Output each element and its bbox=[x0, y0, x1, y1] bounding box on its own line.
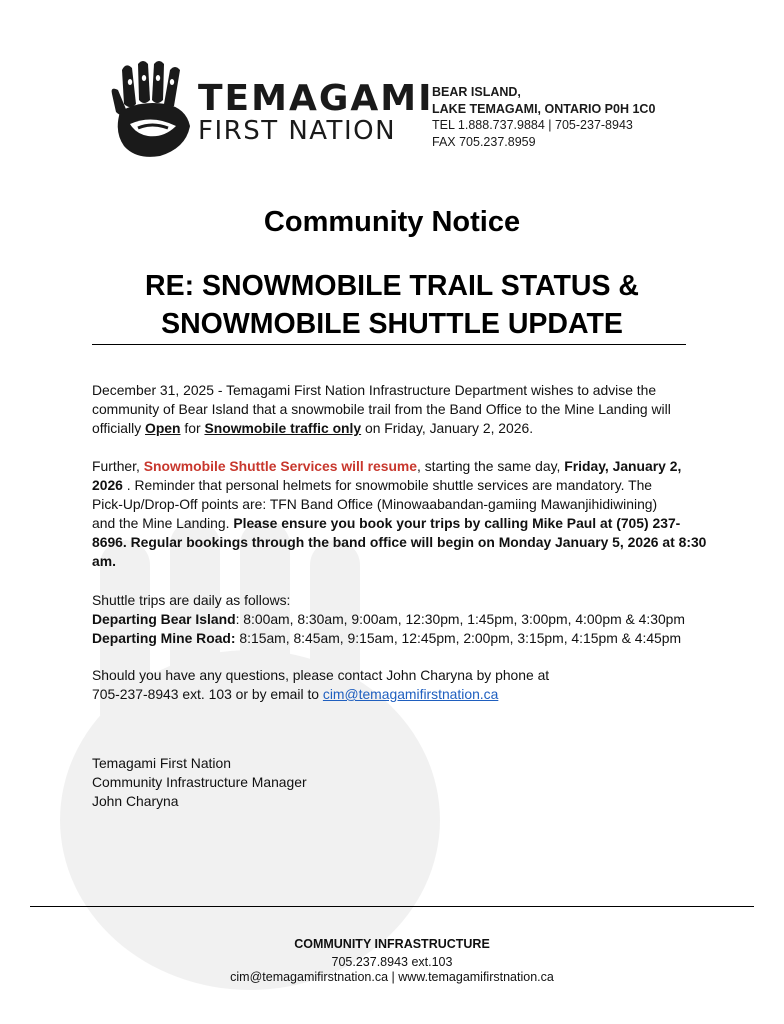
para2-text: . Reminder that personal helmets for snowmobile shuttle services are mandatory. The bbox=[122, 477, 653, 493]
mine-road-times: 8:15am, 8:45am, 9:15am, 12:45pm, 2:00pm, 3:15pm, 4:15pm & 4:45pm bbox=[235, 630, 682, 646]
telephone: TEL 1.888.737.9884 | 705-237-8943 bbox=[432, 118, 633, 132]
para2-line-1 bbox=[92, 457, 697, 476]
fax: FAX 705.237.8959 bbox=[432, 134, 536, 149]
para2-text: , starting the same day, bbox=[417, 458, 565, 474]
footer-phone: 705.237.8943 ext.103 bbox=[331, 955, 453, 969]
para2-line-2 bbox=[92, 476, 697, 495]
snowmobile-traffic-only: Snowmobile traffic only bbox=[204, 420, 362, 436]
subject-line-2: SNOWMOBILE SHUTTLE UPDATE bbox=[161, 308, 623, 340]
address-line-1: BEAR ISLAND, bbox=[432, 85, 521, 99]
schedule-mine-road bbox=[92, 629, 697, 648]
footer-department: COMMUNITY INFRASTRUCTURE bbox=[294, 937, 490, 951]
bear-island-label: Departing Bear Island bbox=[92, 611, 236, 627]
contact-email-link[interactable]: cim@temagamifirstnation.ca bbox=[322, 686, 499, 702]
signature-title: Community Infrastructure Manager bbox=[92, 774, 307, 790]
page-title: Community Notice bbox=[263, 206, 521, 238]
para2-line-4 bbox=[92, 514, 697, 533]
bear-island-times: : 8:00am, 8:30am, 9:00am, 12:30pm, 1:45pm, 3:00pm, 4:00pm & 4:30pm bbox=[235, 611, 685, 627]
resume-date: Friday, January 2, bbox=[564, 458, 682, 474]
org-address bbox=[432, 84, 655, 150]
para2-line-6: am. bbox=[92, 553, 116, 569]
subject-line-1: RE: SNOWMOBILE TRAIL STATUS & bbox=[145, 270, 639, 302]
booking-instructions: Please ensure you book your trips by calling Mike Paul at (705) 237- bbox=[233, 515, 681, 531]
shuttle-schedule bbox=[92, 591, 697, 648]
footer-divider bbox=[30, 906, 754, 907]
contact-paragraph bbox=[92, 666, 697, 704]
shuttle-paragraph bbox=[92, 457, 707, 571]
footer-contacts: cim@temagamifirstnation.ca | www.temagamifirstnation.ca bbox=[230, 970, 554, 984]
resume-year: 2026 bbox=[92, 477, 123, 493]
signature-block bbox=[92, 754, 697, 811]
open-status: Open bbox=[145, 420, 181, 436]
address-line-2: LAKE TEMAGAMI, ONTARIO P0H 1C0 bbox=[432, 101, 656, 116]
contact-text: 705-237-8943 ext. 103 or by email to bbox=[92, 686, 323, 702]
subject-heading bbox=[0, 267, 784, 343]
para1-text: on Friday, January 2, 2026. bbox=[361, 420, 534, 436]
para2-line-3: Pick-Up/Drop-Off points are: TFN Band Office (Minowaabandan-gamiing Mawanjihidiwining) bbox=[92, 496, 658, 512]
header-divider bbox=[92, 344, 686, 345]
para2-line-5: 8696. Regular bookings through the band office will begin on Monday January 5, 2026 at 8:30 bbox=[92, 534, 707, 550]
signature-org: Temagami First Nation bbox=[92, 755, 231, 771]
para2-text: and the Mine Landing. bbox=[92, 515, 234, 531]
signature-name: John Charyna bbox=[92, 793, 179, 809]
mine-road-label: Departing Mine Road: bbox=[92, 630, 236, 646]
temagami-logo-icon bbox=[108, 60, 192, 160]
para2-text: Further, bbox=[92, 458, 144, 474]
para1-text: officially bbox=[92, 420, 146, 436]
contact-line-1: Should you have any questions, please contact John Charyna by phone at bbox=[92, 667, 550, 683]
org-name-first-nation: FIRST NATION bbox=[198, 116, 397, 146]
para1-line-1: December 31, 2025 - Temagami First Nation Infrastructure Department wishes to advise the bbox=[92, 382, 657, 398]
contact-line-2 bbox=[92, 685, 697, 704]
shuttle-resume-highlight: Snowmobile Shuttle Services will resume bbox=[143, 458, 418, 474]
org-name-temagami: TEMAGAMI bbox=[198, 78, 434, 119]
trail-status-paragraph bbox=[92, 381, 697, 438]
para1-line-2: community of Bear Island that a snowmobile trail from the Band Office to the Mine Landing will bbox=[92, 401, 671, 417]
schedule-bear-island bbox=[92, 610, 697, 629]
schedule-intro: Shuttle trips are daily as follows: bbox=[92, 592, 291, 608]
para1-line-3 bbox=[92, 419, 697, 438]
para1-text: for bbox=[180, 420, 205, 436]
